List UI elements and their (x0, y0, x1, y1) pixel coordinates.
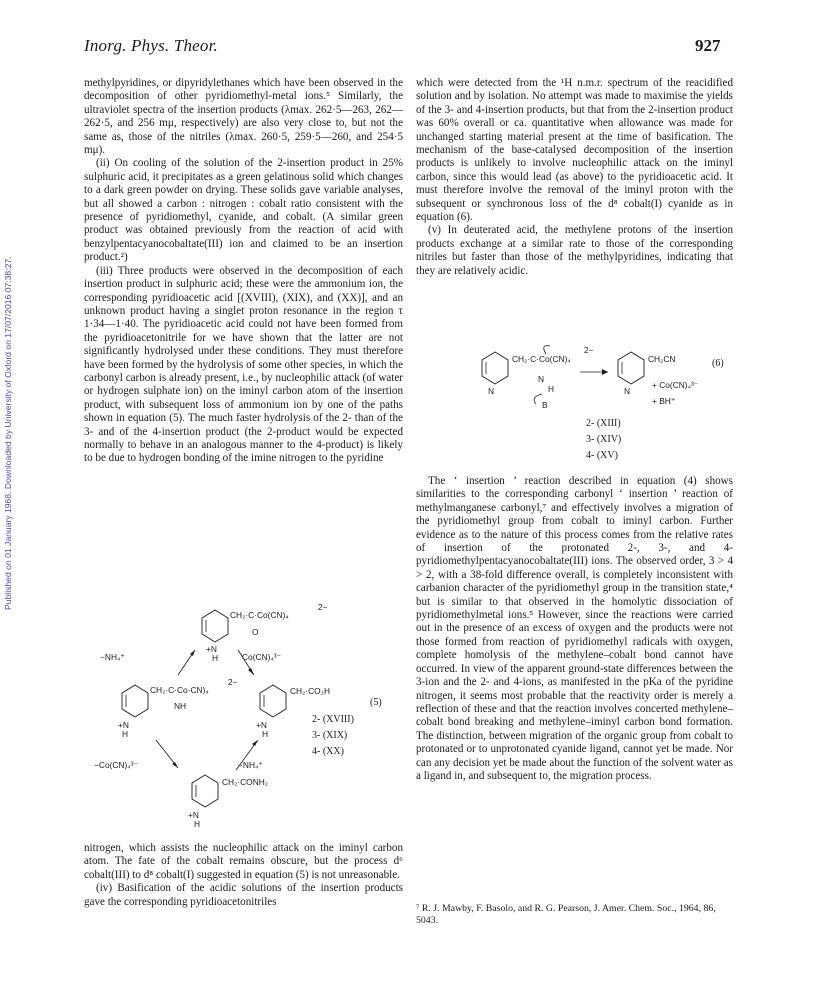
acid-group: CH₂·CO₂H (290, 686, 330, 696)
ring-h: H (194, 819, 201, 829)
middle-imine: NH (174, 701, 187, 711)
footnote: ⁷ R. J. Mawby, F. Basolo, and R. G. Pearson, J. Amer. Chem. Soc., 1964, 86, 5043. (416, 903, 716, 926)
ring-n: N (488, 386, 495, 396)
paragraph: (iii) Three products were observed in the decomposition of each insertion product in sulphuric acid; these were the ammonium ion, the corresponding pyridioacetic acid [(XVIII), (XIX), and (XX)], and an unknown product having a singlet proton resonance in the region τ 1·34—1·40. The pyridioacetic acid could not have been formed from the pyridioacetonitrile for we have shown that the latter are not significantly hydrolysed under these conditions. They must therefore have been formed by the hydrolysis of some other species, in which the carbonyl carbon is already present, i.e., by nucleophilic attack (of water or hydrogen sulphate ion) on the iminyl carbon atom of the insertion product, with subsequent loss of ammonium ion by one of the paths shown in equation (5). The much faster hydrolysis of the 2- than of the 3- and of the 4-insertion product (the 2-product would be expected normally to behave in an analogous manner to the 4-product) is likely to be due to hydrogen bonding of the imine nitrogen to the pyridine (84, 264, 403, 465)
isomer-label: 3- (XIX) (312, 730, 348, 741)
top-h: H (212, 653, 219, 663)
right-group: CH₂CN (648, 354, 676, 364)
base: B (542, 400, 548, 410)
product-co: + Co(CN)₄³⁻ (652, 380, 699, 390)
pyridine-ring (482, 352, 508, 384)
paragraph: nitrogen, which assists the nucleophilic attack on the iminyl carbon atom. The fate of the cobalt remains obscure, but the process d⁶ cobalt(III) to d⁸ cobalt(I) suggested in equation (5) is not unreasonable. (84, 842, 403, 881)
amide-group: CH₂·CONH₂ (222, 777, 269, 787)
reaction-scheme-5 (90, 590, 410, 835)
top-oxygen: O (252, 627, 259, 637)
ring-n: N (624, 386, 631, 396)
left-column-bottom (84, 842, 403, 909)
imine-n: N (538, 374, 545, 384)
reaction-scheme-6 (480, 342, 740, 467)
running-header: Inorg. Phys. Theor. (84, 36, 218, 55)
right-reagent: Co(CN)₄³⁻ (242, 652, 282, 662)
left-column-top (84, 77, 403, 466)
pyridine-ring (260, 685, 286, 717)
product-bh: + BH⁺ (652, 396, 676, 406)
paragraph: The ‘ insertion ’ reaction described in equation (4) shows similarities to the corresponding carbonyl ‘ insertion ’ reaction of methylmanganese carbonyl,⁷ and effectively involves a migration of the pyridiomethyl group from cobalt to iminyl carbon. Further evidence as to the nature of this process comes from the relative rates of insertion of the protonated 2-, 3-, and 4-pyridiomethylpentacyanocobaltate(III) ions. The observed order, 3 > 4 > 2, with a 38-fold difference overall, is completely inconsistent with carbanion character of the pyridiomethyl group in the transition state,⁴ but is similar to that observed in the homolytic dissociation of pyridiomethylmetal ions.⁵ However, since the reactions were carried out in the presence of an excess of oxygen and the products were not those formed from reaction of pyridiomethyl radicals with oxygen, complete homolysis of the methylene–cobalt bond cannot have occurred. In view of the apparent ground-state differences between the 3-ion and the 2- and 4-ions, as manifested in the pKa of the pyridine nitrogen, it seems most probable that the reactivity order is merely a reflection of these and that the reaction involves concerted methylene–cobalt bond breaking and methylene–iminyl carbon bond formation. The distinction, between migration of the organic group from cobalt to protonated or to unprotonated cyanide ligand, cannot yet be made. Nor can any decision yet be made about the function of the solvent water as a ligand in, and subsequent to, the migration process. (416, 475, 733, 782)
paragraph: (iv) Basification of the acidic solutions of the insertion products gave the corresponding pyridioacetonitriles (84, 882, 403, 908)
isomer-label: 2- (XIII) (586, 418, 621, 429)
isomer-label: 2- (XVIII) (312, 714, 354, 725)
download-watermark: Published on 01 January 1968. Downloaded by University of Oxford on 17/07/2016 07:38:27. (3, 256, 13, 610)
left-group: CH₂·C·Co(CN)₄ (512, 354, 571, 364)
pyridine-ring (122, 685, 148, 717)
ring-nh: +N (118, 720, 129, 730)
left-reagent: −NH₄⁺ (100, 652, 125, 662)
right-column-bottom (416, 475, 733, 783)
lower-left-reagent: −Co(CN)₄³⁻ (94, 760, 138, 770)
lower-right-reagent: −NH₄⁺ (238, 760, 263, 770)
equation-label: (6) (712, 358, 724, 369)
pyridine-ring (202, 610, 228, 642)
isomer-label: 3- (XIV) (586, 434, 622, 445)
isomer-label: 4- (XV) (586, 450, 618, 461)
left-charge: 2− (584, 345, 594, 355)
middle-group: CH₂·C·Co·CN)₄ (150, 685, 209, 695)
ring-h: H (262, 729, 269, 739)
right-column-top (416, 77, 733, 278)
middle-charge: 2− (228, 677, 238, 687)
top-nh: +N (206, 644, 217, 654)
paragraph: (v) In deuterated acid, the methylene protons of the insertion products exchange at a similar rate to those of the corresponding nitriles but faster than those of the methylpyridines, indicating that they are relatively acidic. (416, 224, 733, 277)
top-group: CH₂·C·Co(CN)₄ (230, 610, 289, 620)
paragraph: methylpyridines, or dipyridylethanes which have been observed in the decomposition of other pyridiomethyl-metal ions.⁵ Similarly, the ultraviolet spectra of the insertion products (λmax. 262·5—263, 262—262·5, and 256 mμ, respectively) are also very close to, but not the same as, those of the nitriles (λmax. 260·5, 259·5—260, and 254·5 mμ). (84, 77, 403, 157)
paragraph: which were detected from the ¹H n.m.r. spectrum of the reacidified solution and by isolation. No attempt was made to maximise the yields of the 3- and 4-insertion products, but that from the 2-insertion product was 60% overall or ca. quantitative when allowance was made for unchanged starting material present at the time of basification. The mechanism of the base-catalysed decomposition of the insertion products is unlikely to involve nucleophilic attack on the iminyl carbon, since this would lead (as above) to the pyridioacetic acid. It must therefore involve the removal of the iminyl proton with the subsequent or synchronous loss of the d⁸ cobalt(I) cyanide as in equation (6). (416, 77, 733, 224)
paragraph: (ii) On cooling of the solution of the 2-insertion product in 25% sulphuric acid, it precipitates as a green gelatinous solid which changes to a dark green powder on drying. These solids gave variable analyses, but all showed a carbon : nitrogen : cobalt ratio consistent with the presence of pyridiomethyl, cyanide, and cobalt. (A similar green product was obtained previously from the reaction of acid with benzylpentacyanocobaltate(III) ion and claimed to be an insertion product.²) (84, 157, 403, 264)
imine-h: H (548, 384, 555, 394)
ring-nh: +N (188, 810, 199, 820)
ring-nh: +N (256, 720, 267, 730)
page-number: 927 (695, 36, 721, 55)
top-charge: 2− (318, 602, 328, 612)
ring-h: H (122, 729, 129, 739)
pyridine-ring (618, 352, 644, 384)
isomer-label: 4- (XX) (312, 746, 344, 757)
pyridine-ring (192, 775, 218, 807)
equation-label: (5) (370, 697, 382, 708)
